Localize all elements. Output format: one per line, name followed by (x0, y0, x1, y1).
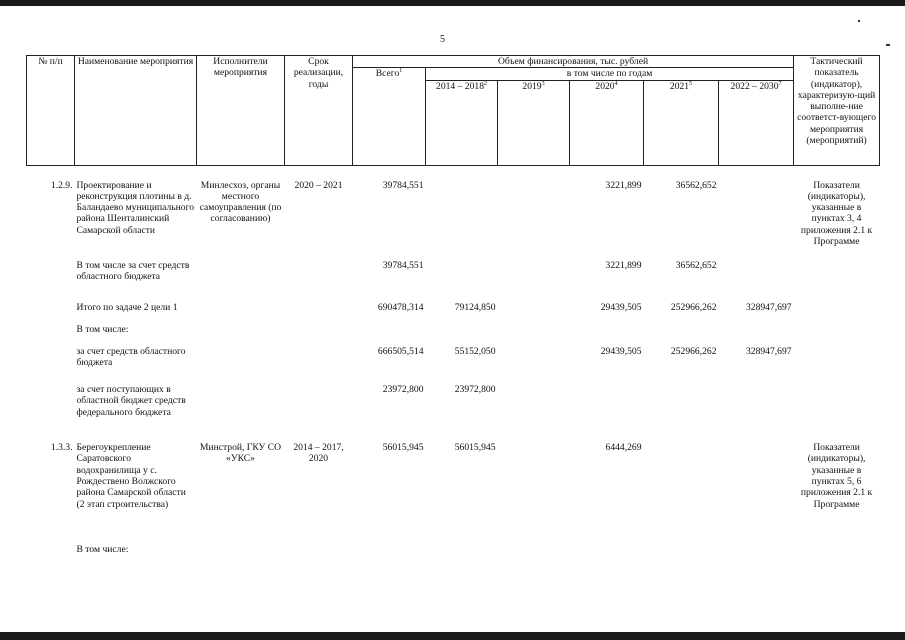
scan-speck (858, 20, 860, 22)
cell-exec: Минлесхоз, органы местного самоуправления (по согласованию) (199, 179, 282, 225)
cell-y5 (719, 544, 794, 564)
cell-total (353, 324, 426, 346)
cell-y4 (644, 384, 719, 442)
cell-y3 (570, 384, 644, 442)
cell-term (285, 544, 353, 564)
cell-y5: 328947,697 (745, 302, 792, 314)
cell-y2 (498, 302, 570, 324)
header-term: Срок реализации, годы (285, 56, 353, 166)
table-row (27, 544, 880, 564)
cell-y2 (498, 384, 570, 442)
cell-y2 (498, 346, 570, 384)
cell-total (353, 544, 426, 564)
cell-exec (197, 324, 285, 346)
cell-y3: 29439,505 (600, 302, 642, 314)
cell-y1: 79124,850 (454, 302, 496, 314)
header-num: № п/п (27, 56, 75, 166)
cell-name: Проектирование и реконструкция плотины в д. Баландаево муниципального района Шенталинский Самарской области (76, 179, 195, 236)
cell-y4 (644, 324, 719, 346)
table-row (27, 302, 880, 324)
scan-top-border (0, 0, 905, 6)
cell-num: 1.3.3. (50, 442, 73, 454)
scan-bottom-border (0, 632, 905, 640)
header-year-2021: 2021$^5$ (644, 80, 719, 165)
table-row (27, 260, 880, 302)
cell-exec (197, 384, 285, 442)
cell-indicator (794, 260, 880, 302)
table-row (27, 165, 880, 260)
cell-num (27, 260, 75, 302)
cell-num (27, 544, 75, 564)
cell-total: 56015,945 (382, 442, 424, 454)
cell-y1: 56015,945 (454, 442, 496, 454)
cell-y5: 328947,697 (745, 346, 792, 358)
cell-exec (197, 260, 285, 302)
table-row (27, 346, 880, 384)
header-year-2022-2030: 2022 – 2030$^7$ (719, 80, 794, 165)
cell-y3: 29439,505 (600, 346, 642, 358)
cell-name: Итого по задаче 2 цели 1 (76, 302, 178, 314)
cell-y1: 55152,050 (454, 346, 496, 358)
cell-indicator (794, 544, 880, 564)
cell-y1: 23972,800 (454, 384, 496, 396)
header-executors: Исполнители мероприятия (197, 56, 285, 166)
cell-y4 (644, 544, 719, 564)
cell-y2 (498, 260, 570, 302)
cell-y1 (426, 165, 498, 260)
table-body (27, 165, 880, 564)
cell-total: 23972,800 (382, 384, 424, 396)
cell-indicator (794, 346, 880, 384)
cell-num: 1.2.9. (50, 179, 73, 191)
cell-y4: 36562,652 (675, 260, 717, 272)
cell-y5 (719, 324, 794, 346)
cell-exec (197, 544, 285, 564)
cell-name: В том числе за счет средств областного бюджета (76, 260, 190, 283)
header-finance-group: Объем финансирования, тыс. рублей (353, 56, 794, 68)
cell-y5 (719, 442, 794, 544)
cell-total: 39784,551 (382, 179, 424, 191)
cell-y3 (570, 544, 644, 564)
cell-y5 (719, 260, 794, 302)
cell-term: 2020 – 2021 (294, 179, 343, 191)
cell-total: 666505,514 (377, 346, 424, 358)
table-row (27, 324, 880, 346)
header-year-2014-2018: 2014 – 2018$^2$ (426, 80, 498, 165)
cell-y3 (570, 324, 644, 346)
cell-term (285, 346, 353, 384)
cell-num (27, 324, 75, 346)
cell-indicator: Показатели (индикаторы), указанные в пунктах 3, 4 приложения 2.1 к Программе (800, 179, 873, 248)
cell-name: В том числе: (76, 544, 129, 556)
cell-exec (197, 346, 285, 384)
cell-name: за счет средств областного бюджета (76, 346, 186, 369)
cell-y4: 252966,262 (670, 346, 717, 358)
header-years-group: в том числе по годам (426, 68, 794, 80)
cell-y3: 3221,899 (605, 179, 642, 191)
cell-indicator (794, 384, 880, 442)
cell-y4: 252966,262 (670, 302, 717, 314)
cell-total: 690478,314 (377, 302, 424, 314)
header-name: Наименование мероприятия (75, 56, 197, 166)
cell-y1 (426, 324, 498, 346)
header-year-2020: 2020$^4$ (570, 80, 644, 165)
cell-y2 (498, 324, 570, 346)
cell-term (285, 324, 353, 346)
cell-y3: 6444,269 (605, 442, 642, 454)
header-year-2019: 2019$^3$ (498, 80, 570, 165)
cell-term (285, 260, 353, 302)
cell-term (285, 384, 353, 442)
table-header (27, 56, 880, 166)
cell-num (27, 302, 75, 324)
cell-y1 (426, 544, 498, 564)
cell-exec (197, 302, 285, 324)
table-row (27, 442, 880, 544)
cell-name: Берегоукрепление Саратовского водохранилища у с. Рождествено Волжского района Самарской области (2 этап строительства) (76, 442, 186, 510)
header-total: Всего$^1$ (353, 68, 426, 165)
cell-y2 (498, 165, 570, 260)
cell-y1 (426, 260, 498, 302)
cell-y2 (498, 442, 570, 544)
cell-y5 (719, 384, 794, 442)
table-row (27, 384, 880, 442)
cell-y4 (644, 442, 719, 544)
cell-indicator (794, 324, 880, 346)
cell-num (27, 346, 75, 384)
cell-name: за счет поступающих в областной бюджет средств федерального бюджета (76, 384, 186, 418)
cell-term (285, 302, 353, 324)
cell-indicator: Показатели (индикаторы), указанные в пунктах 5, 6 приложения 2.1 к Программе (800, 442, 873, 510)
financing-table (26, 55, 880, 564)
cell-exec: Минстрой, ГКУ СО «УКС» (199, 442, 282, 465)
cell-total: 39784,551 (382, 260, 424, 272)
scan-speck (886, 44, 890, 46)
cell-y3: 3221,899 (605, 260, 642, 272)
cell-indicator (794, 302, 880, 324)
cell-num (27, 384, 75, 442)
cell-name: В том числе: (76, 324, 129, 336)
cell-y5 (719, 165, 794, 260)
cell-y2 (498, 544, 570, 564)
page-number: 5 (440, 34, 445, 45)
cell-term: 2014 – 2017, 2020 (293, 442, 344, 465)
header-indicator: Тактический показатель (индикатор), характеризую-щий выполне-ние соответст-вующего мероприятия (мероприятий) (794, 56, 880, 166)
cell-y4: 36562,652 (675, 179, 717, 191)
